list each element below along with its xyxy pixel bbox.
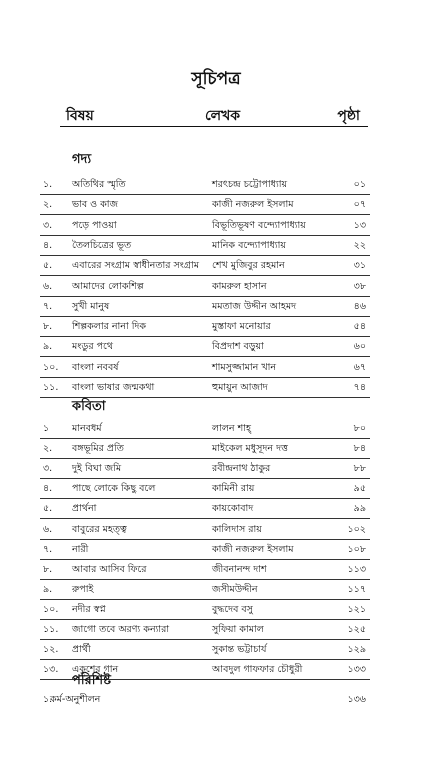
entry-author: সুকান্ত ভট্টাচার্য [212, 644, 267, 656]
entry-number: ২. [43, 443, 53, 455]
entry-page: ১০৮ [347, 543, 366, 555]
entry-author: মানিক বন্দ্যোপাধ্যায় [212, 239, 286, 251]
poetry-section-heading: কবিতা [72, 399, 106, 414]
entry-page: ৬৭ [353, 361, 366, 373]
toc-row [0, 580, 432, 600]
entry-author: শরৎচন্দ্র চট্টোপাধ্যায় [212, 179, 288, 190]
entry-subject: নদীর স্বপ্ন [72, 603, 106, 615]
entry-subject: রুপাই [72, 583, 94, 595]
entry-number: ১৩. [43, 664, 59, 676]
table-header [60, 96, 368, 127]
entry-author: মমতাজ উদ্দীন আহমদ [212, 300, 297, 312]
author-header: লেখক [205, 108, 241, 124]
entry-page: ৪৬ [353, 300, 366, 312]
toc-row [0, 317, 432, 337]
entry-number: ৩. [43, 219, 53, 231]
entry-page: ৮৪ [353, 443, 366, 455]
entry-subject: জাগো তবে অরণ্য কন্যারা [72, 624, 170, 635]
entry-number: ৪. [43, 239, 53, 251]
toc-row [0, 660, 432, 680]
entry-subject: একুশের গান [72, 664, 119, 676]
entry-number: ১০. [43, 361, 59, 373]
entry-subject: শিল্পকলার নানা দিক [72, 321, 147, 333]
entry-number: ১. [43, 179, 53, 190]
toc-row [0, 175, 432, 195]
entry-author: কামরুল হাসান [212, 280, 267, 292]
entry-page: ৮০ [353, 423, 366, 434]
toc-row [0, 520, 432, 540]
entry-subject: বঙ্গভূমির প্রতি [72, 443, 124, 455]
entry-number: ১১. [43, 624, 59, 635]
entry-subject: বাবুরের মহত্ত্ব [72, 523, 127, 535]
entry-subject: আবার আসিব ফিরে [72, 563, 147, 575]
entry-number: ২. [43, 199, 53, 211]
toc-row [0, 499, 432, 519]
entry-subject: মানবধর্ম [72, 423, 102, 434]
entry-author: আবদুল গাফফার চৌধুরী [212, 664, 303, 676]
entry-page: ২২ [353, 239, 366, 251]
toc-row [0, 378, 432, 398]
entry-subject: বাংলা ভাষার জন্মকথা [72, 382, 155, 393]
entry-page: ৯৯ [353, 503, 366, 515]
prose-section-heading: গদ্য [72, 152, 92, 167]
entry-author: বিপ্রদাশ বড়ুয়া [212, 341, 264, 353]
toc-row [0, 439, 432, 459]
entry-subject: নারী [72, 543, 89, 555]
entry-subject: কর্ম-অনুশীলন [50, 694, 101, 705]
entry-page: ৭৪ [353, 382, 366, 393]
entry-number: ১ [43, 423, 50, 434]
toc-row [0, 277, 432, 297]
entry-subject: তৈলচিত্রের ভূত [72, 239, 132, 251]
toc-row [0, 600, 432, 620]
entry-number: ৫. [43, 503, 53, 515]
entry-subject: প্রার্থনা [72, 503, 97, 515]
entry-author: মাইকেল মধুসূদন দত্ত [212, 443, 288, 455]
toc-row [0, 236, 432, 256]
entry-number: ১. [43, 694, 53, 705]
entry-author: সুফিয়া কামাল [212, 624, 264, 635]
toc-row [0, 459, 432, 479]
entry-author: কাজী নজরুল ইসলাম [212, 199, 294, 211]
toc-row [0, 358, 432, 378]
entry-number: ৩. [43, 463, 53, 475]
page-header: পৃষ্ঠা [337, 108, 360, 124]
entry-subject: বাংলা নববর্ষ [72, 361, 119, 373]
entry-page: ০১ [353, 179, 366, 190]
toc-row [0, 620, 432, 640]
entry-page: ০৭ [353, 199, 366, 211]
entry-subject: ভাব ও কাজ [72, 199, 119, 211]
entry-author: কালিদাস রায় [212, 523, 262, 535]
entry-author: লালন শাহ্ [212, 423, 251, 434]
entry-page: ৯৫ [353, 483, 366, 495]
entry-page: ১২৯ [347, 644, 366, 656]
entry-author: কাজী নজরুল ইসলাম [212, 543, 294, 555]
entry-subject: পাছে লোকে কিছু বলে [72, 483, 156, 495]
entry-subject: অতিথির স্মৃতি [72, 179, 126, 190]
toc-row [0, 297, 432, 317]
entry-number: ১২. [43, 644, 59, 656]
entry-subject: মংডুর পথে [72, 341, 114, 353]
entry-author: জসীমউদ্দীন [212, 583, 258, 595]
entry-number: ৫. [43, 260, 53, 272]
entry-number: ৯. [43, 341, 53, 353]
entry-page: ১১৭ [347, 583, 366, 595]
entry-page: ১৩৬ [347, 694, 366, 705]
entry-page: ৩৮ [353, 280, 366, 292]
subject-header: বিষয় [66, 108, 94, 124]
entry-author: কামিনী রায় [212, 483, 255, 495]
toc-row [0, 216, 432, 236]
entry-number: ৯. [43, 583, 53, 595]
entry-author: কায়কোবাদ [212, 503, 254, 515]
entry-author: জীবনানন্দ দাশ [212, 563, 267, 575]
entry-subject: এবারের সংগ্রাম স্বাধীনতার সংগ্রাম [72, 260, 199, 272]
toc-row [0, 256, 432, 276]
entry-subject: পড়ে পাওয়া [72, 219, 117, 231]
entry-page: ৩১ [353, 260, 366, 272]
entry-number: ৭. [43, 300, 53, 312]
toc-row [0, 540, 432, 560]
appendix-section-heading: পরিশিষ্ট [72, 673, 111, 688]
entry-page: ১২৫ [347, 624, 366, 635]
entry-author: মুস্তাফা মনোয়ার [212, 321, 271, 333]
entry-page: ১১৩ [347, 563, 366, 575]
entry-page: ১৩৩ [347, 664, 366, 676]
entry-subject: সুখী মানুষ [72, 300, 110, 312]
entry-author: শামসুজ্জামান খান [212, 361, 277, 373]
entry-page: ১০২ [347, 523, 366, 535]
entry-number: ১০. [43, 603, 59, 615]
entry-subject: আমাদের লোকশিল্প [72, 280, 144, 292]
entry-number: ৬. [43, 523, 53, 535]
toc-row [0, 419, 432, 439]
entry-page: ১৩ [353, 219, 366, 231]
entry-subject: প্রার্থী [72, 644, 91, 656]
entry-page: ১২১ [347, 603, 366, 615]
entry-number: ৮. [43, 321, 53, 333]
toc-row [0, 337, 432, 357]
entry-author: বিভূতিভূষণ বন্দ্যোপাধ্যায় [212, 219, 306, 231]
entry-number: ৪. [43, 483, 53, 495]
entry-number: ১১. [43, 382, 59, 393]
entry-author: হুমায়ুন আজাদ [212, 382, 268, 393]
entry-number: ৬. [43, 280, 53, 292]
entry-author: শেখ মুজিবুর রহমান [212, 260, 285, 272]
entry-number: ৮. [43, 563, 53, 575]
toc-row [0, 690, 432, 710]
entry-author: রবীন্দ্রনাথ ঠাকুর [212, 463, 271, 475]
toc-row [0, 640, 432, 660]
toc-row [0, 560, 432, 580]
entry-subject: দুই বিঘা জমি [72, 463, 122, 475]
entry-page: ৬০ [353, 341, 366, 353]
entry-page: ৮৮ [353, 463, 366, 475]
toc-row [0, 195, 432, 215]
page-title: সূচিপত্র [191, 69, 241, 89]
entry-author: বুদ্ধদেব বসু [212, 603, 253, 615]
entry-page: ৫৪ [353, 321, 366, 333]
entry-number: ৭. [43, 543, 53, 555]
toc-row [0, 479, 432, 499]
